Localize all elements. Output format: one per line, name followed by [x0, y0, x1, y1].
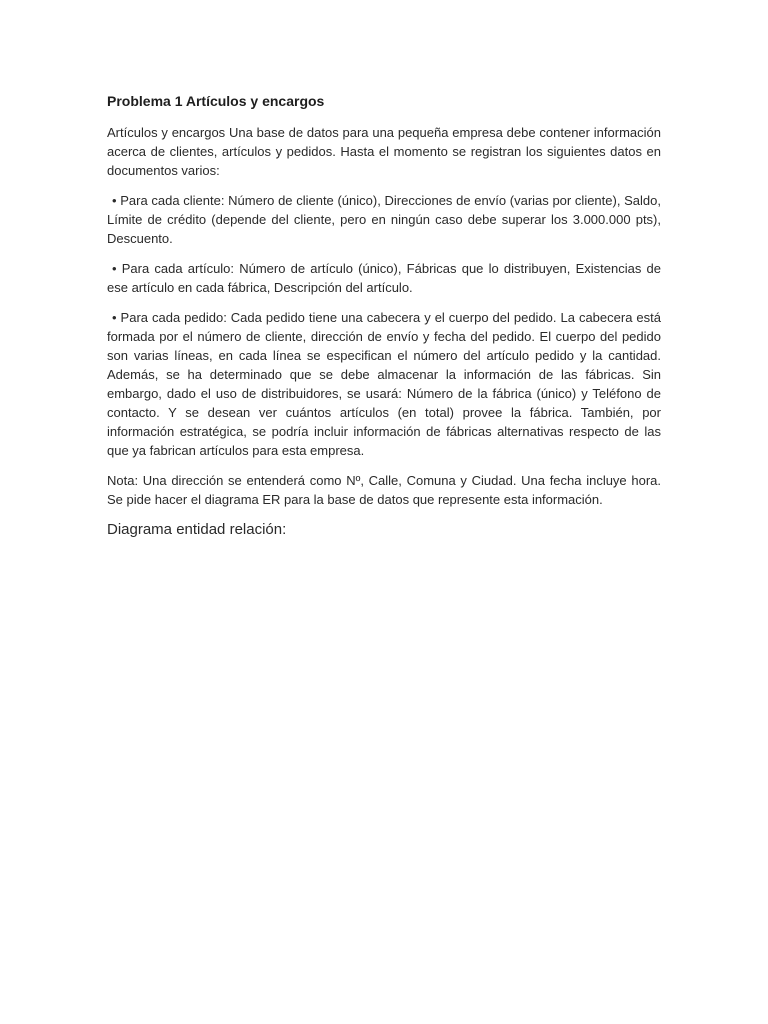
document-title: Problema 1 Artículos y encargos: [107, 93, 325, 109]
intro-paragraph: Artículos y encargos Una base de datos para una pequeña empresa debe contener información acerca de clientes, artículos y pedidos. Hasta el momento se registran los siguientes datos en documentos varios:: [107, 125, 661, 178]
bullet-pedido: • Para cada pedido: Cada pedido tiene una cabecera y el cuerpo del pedido. La cabecera está formada por el número de cliente, dirección de envío y fecha del pedido. El cuerpo del pedido son varias líneas, en cada línea se especifican el número del artículo pedido y la cantidad. Además, se ha determinado que se debe almacenar la información de las fábricas. Sin embargo, dado el uso de distribuidores, se usará: Número de la fábrica (único) y Teléfono de contacto. Y se desean ver cuántos artículos (en total) provee la fábrica. También, por información estratégica, se podría incluir información de fábricas alternativas respecto de las que ya fabrican artículos para esta empresa.: [107, 310, 661, 458]
note-paragraph: Nota: Una dirección se entenderá como Nº, Calle, Comuna y Ciudad. Una fecha incluye hora. Se pide hacer el diagrama ER para la base de datos que represente esta información.: [107, 473, 661, 507]
diagram-heading: Diagrama entidad relación:: [107, 521, 287, 538]
document-page: [107, 91, 661, 540]
bullet-articulo: • Para cada artículo: Número de artículo (único), Fábricas que lo distribuyen, Existencias de ese artículo en cada fábrica, Descripción del artículo.: [107, 261, 661, 295]
bullet-cliente: • Para cada cliente: Número de cliente (único), Direcciones de envío (varias por cliente), Saldo, Límite de crédito (depende del cliente, pero en ningún caso debe superar los 3.000.000 pts), Descuento.: [107, 193, 661, 246]
